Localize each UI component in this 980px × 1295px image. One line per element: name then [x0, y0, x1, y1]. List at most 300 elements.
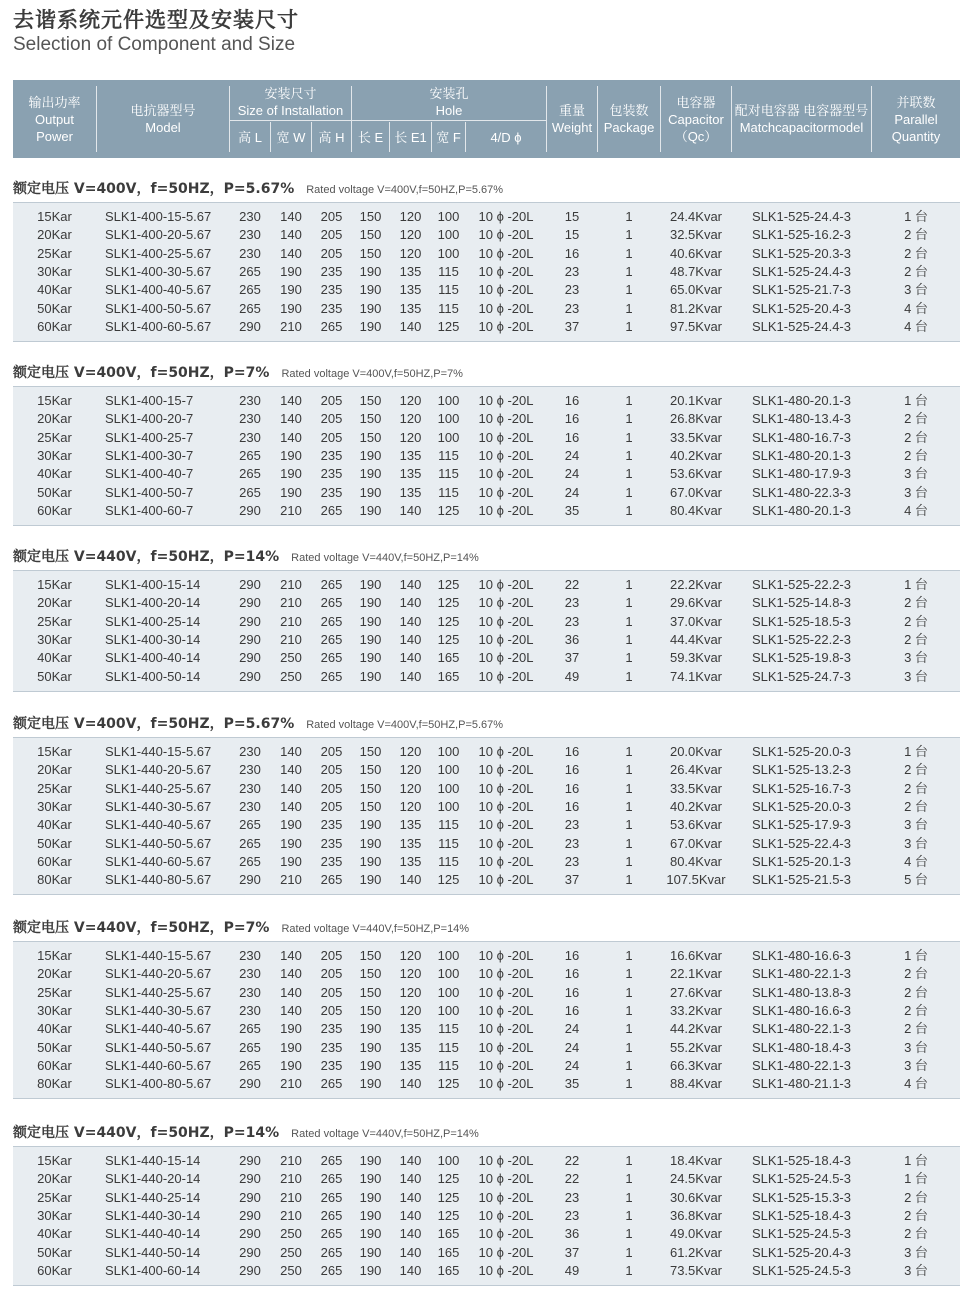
cell-H: 205	[320, 948, 343, 963]
cell-E1: 120	[399, 799, 422, 814]
cell-parallel: 2 台	[904, 411, 928, 426]
cell-power: 15Kar	[37, 1153, 72, 1168]
cell-E1: 140	[399, 632, 422, 647]
cell-weight: 37	[564, 319, 580, 334]
header-E1: 长 E1	[394, 129, 427, 145]
cell-W: 140	[280, 209, 302, 224]
cell-package: 1	[625, 209, 633, 224]
table-row	[13, 1039, 960, 1057]
cell-capacitor: 40.2Kvar	[669, 799, 723, 814]
table-row	[13, 594, 960, 612]
table-row	[13, 318, 960, 336]
cell-D: 10 ϕ -20L	[478, 1021, 534, 1036]
cell-parallel: 1 台	[904, 1171, 928, 1186]
header-parallel-cn: 并联数	[896, 94, 936, 110]
cell-package: 1	[625, 781, 633, 796]
cell-E1: 140	[399, 577, 422, 592]
cell-D: 10 ϕ -20L	[478, 744, 534, 759]
cell-E: 150	[359, 781, 382, 796]
cell-model: SLK1-440-50-14	[105, 1245, 201, 1260]
cell-E1: 140	[399, 503, 422, 518]
table-row	[13, 1057, 960, 1075]
cell-D: 10 ϕ -20L	[478, 430, 534, 445]
cell-model: SLK1-400-30-7	[105, 448, 194, 463]
cell-model: SLK1-400-80-5.67	[105, 1076, 212, 1091]
table-row	[13, 1170, 960, 1188]
cell-model: SLK1-440-15-14	[105, 1153, 201, 1168]
cell-model: SLK1-440-40-14	[105, 1226, 201, 1241]
cell-H: 235	[320, 264, 343, 279]
table-row	[13, 947, 960, 965]
table-row	[13, 576, 960, 594]
cell-E: 190	[359, 1171, 382, 1186]
section-title	[13, 362, 463, 382]
cell-L: 230	[239, 966, 261, 981]
cell-E: 190	[359, 1226, 382, 1241]
cell-L: 290	[239, 1245, 261, 1260]
cell-E1: 135	[399, 448, 422, 463]
cell-match: SLK1-525-24.4-3	[751, 319, 851, 334]
cell-L: 290	[239, 1190, 261, 1205]
cell-F: 115	[438, 282, 459, 297]
header-capacitor-unit: （Qc）	[674, 128, 718, 144]
cell-E1: 120	[399, 762, 422, 777]
cell-W: 190	[280, 854, 302, 869]
cell-capacitor: 26.8Kvar	[669, 411, 723, 426]
cell-capacitor: 53.6Kvar	[669, 466, 723, 481]
cell-F: 125	[437, 1171, 460, 1186]
cell-H: 235	[320, 854, 343, 869]
cell-D: 10 ϕ -20L	[478, 264, 534, 279]
cell-F: 100	[437, 430, 460, 445]
cell-H: 265	[320, 1171, 343, 1186]
cell-weight: 24	[564, 485, 580, 500]
cell-E1: 120	[399, 948, 422, 963]
cell-L: 290	[239, 669, 261, 684]
cell-W: 210	[280, 1208, 302, 1223]
cell-package: 1	[625, 301, 633, 316]
section-title	[13, 546, 479, 566]
cell-package: 1	[625, 595, 633, 610]
cell-weight: 23	[564, 595, 580, 610]
cell-D: 10 ϕ -20L	[478, 577, 534, 592]
cell-H: 205	[320, 1003, 343, 1018]
cell-E1: 120	[399, 393, 422, 408]
cell-F: 125	[437, 1208, 460, 1223]
cell-model: SLK1-400-15-7	[105, 393, 194, 408]
cell-D: 10 ϕ -20L	[478, 966, 534, 981]
section-table-body	[13, 202, 960, 342]
cell-match: SLK1-525-22.2-3	[751, 632, 851, 647]
cell-match: SLK1-525-17.9-3	[751, 817, 851, 832]
cell-D: 10 ϕ -20L	[478, 799, 534, 814]
cell-D: 10 ϕ -20L	[478, 854, 534, 869]
cell-match: SLK1-525-14.8-3	[751, 595, 851, 610]
cell-parallel: 2 台	[904, 781, 928, 796]
cell-power: 40Kar	[37, 817, 72, 832]
cell-weight: 22	[564, 1153, 580, 1168]
cell-F: 125	[437, 872, 460, 887]
cell-W: 140	[280, 393, 302, 408]
cell-package: 1	[625, 799, 633, 814]
cell-F: 115	[438, 1021, 459, 1036]
cell-E: 190	[359, 1153, 382, 1168]
cell-weight: 23	[564, 614, 580, 629]
header-D: 4/D ϕ	[490, 129, 522, 145]
cell-match: SLK1-525-18.5-3	[751, 614, 851, 629]
table-row	[13, 226, 960, 244]
cell-D: 10 ϕ -20L	[478, 246, 534, 261]
section-title-en: Rated voltage V=440V,f=50HZ,P=14%	[291, 1128, 479, 1140]
table-row	[13, 668, 960, 686]
cell-D: 10 ϕ -20L	[478, 282, 534, 297]
cell-weight: 16	[564, 1003, 580, 1018]
cell-L: 265	[239, 1021, 261, 1036]
cell-E1: 120	[399, 227, 422, 242]
cell-E: 190	[359, 836, 382, 851]
cell-package: 1	[625, 577, 633, 592]
cell-W: 140	[280, 227, 302, 242]
section-table-body	[13, 1146, 960, 1286]
table-row	[13, 853, 960, 871]
cell-W: 190	[280, 301, 302, 316]
header-H: 高 H	[318, 129, 345, 145]
cell-weight: 16	[564, 411, 580, 426]
cell-E1: 140	[399, 1245, 422, 1260]
table-row	[13, 613, 960, 631]
cell-E: 190	[359, 614, 382, 629]
cell-F: 115	[438, 817, 459, 832]
cell-F: 165	[437, 669, 460, 684]
cell-model: SLK1-400-50-5.67	[105, 301, 212, 316]
cell-parallel: 3 台	[904, 485, 928, 500]
header-model	[97, 80, 229, 158]
cell-E: 190	[359, 485, 382, 500]
cell-E1: 135	[399, 301, 422, 316]
cell-model: SLK1-440-25-5.67	[105, 781, 212, 796]
cell-weight: 49	[564, 669, 580, 684]
cell-W: 190	[280, 817, 302, 832]
section-title-en: Rated voltage V=400V,f=50HZ,P=7%	[281, 368, 463, 380]
cell-power: 80Kar	[37, 872, 72, 887]
cell-capacitor: 40.2Kvar	[669, 448, 723, 463]
section-title	[13, 1122, 479, 1142]
cell-F: 165	[437, 1226, 460, 1241]
cell-E1: 120	[399, 744, 422, 759]
cell-capacitor: 55.2Kvar	[669, 1040, 723, 1055]
cell-match: SLK1-525-16.7-3	[751, 781, 851, 796]
table-row	[13, 1075, 960, 1093]
cell-E1: 120	[399, 1003, 422, 1018]
cell-E: 150	[359, 209, 382, 224]
cell-package: 1	[625, 1208, 633, 1223]
cell-L: 230	[239, 246, 261, 261]
cell-power: 25Kar	[37, 1190, 72, 1205]
cell-L: 230	[239, 744, 261, 759]
cell-E: 190	[359, 650, 382, 665]
cell-capacitor: 16.6Kvar	[669, 948, 723, 963]
cell-package: 1	[625, 430, 633, 445]
cell-L: 230	[239, 411, 261, 426]
cell-match: SLK1-525-20.3-3	[751, 246, 851, 261]
cell-power: 20Kar	[37, 762, 72, 777]
cell-match: SLK1-525-22.4-3	[751, 836, 851, 851]
cell-D: 10 ϕ -20L	[478, 872, 534, 887]
section-table-body	[13, 570, 960, 692]
header-power	[13, 80, 96, 158]
cell-capacitor: 37.0Kvar	[669, 614, 723, 629]
cell-F: 100	[437, 393, 460, 408]
cell-match: SLK1-480-17.9-3	[751, 466, 851, 481]
cell-W: 190	[280, 448, 302, 463]
cell-L: 230	[239, 430, 261, 445]
header-F: 宽 F	[436, 129, 461, 145]
cell-W: 210	[280, 503, 302, 518]
header-match	[732, 80, 871, 158]
cell-power: 60Kar	[37, 503, 72, 518]
cell-W: 140	[280, 430, 302, 445]
cell-H: 265	[320, 614, 343, 629]
cell-D: 10 ϕ -20L	[478, 503, 534, 518]
cell-model: SLK1-400-40-7	[105, 466, 194, 481]
cell-E: 150	[359, 1003, 382, 1018]
cell-W: 210	[280, 614, 302, 629]
header-package	[598, 80, 660, 158]
cell-power: 15Kar	[37, 948, 72, 963]
header-model-en: Model	[145, 120, 181, 135]
cell-F: 115	[438, 466, 459, 481]
cell-match: SLK1-525-24.5-3	[751, 1263, 851, 1278]
cell-F: 100	[437, 799, 460, 814]
table-row	[13, 410, 960, 428]
cell-W: 140	[280, 246, 302, 261]
cell-F: 100	[437, 781, 460, 796]
cell-capacitor: 73.5Kvar	[669, 1263, 723, 1278]
cell-H: 235	[320, 817, 343, 832]
cell-H: 265	[320, 503, 343, 518]
cell-D: 10 ϕ -20L	[478, 227, 534, 242]
cell-capacitor: 29.6Kvar	[669, 595, 723, 610]
cell-package: 1	[625, 872, 633, 887]
cell-E1: 135	[399, 854, 422, 869]
cell-F: 125	[437, 503, 460, 518]
cell-E: 190	[359, 282, 382, 297]
cell-H: 205	[320, 781, 343, 796]
cell-E1: 135	[399, 485, 422, 500]
cell-D: 10 ϕ -20L	[478, 1171, 534, 1186]
cell-D: 10 ϕ -20L	[478, 393, 534, 408]
cell-package: 1	[625, 246, 633, 261]
cell-parallel: 3 台	[904, 466, 928, 481]
cell-L: 265	[239, 836, 261, 851]
cell-W: 190	[280, 282, 302, 297]
cell-H: 265	[320, 1076, 343, 1091]
cell-capacitor: 80.4Kvar	[669, 503, 723, 518]
header-E: 长 E	[357, 129, 384, 145]
cell-parallel: 3 台	[904, 1040, 928, 1055]
cell-package: 1	[625, 614, 633, 629]
cell-H: 265	[320, 669, 343, 684]
cell-E1: 140	[399, 1190, 422, 1205]
cell-D: 10 ϕ -20L	[478, 466, 534, 481]
cell-W: 250	[280, 1245, 302, 1260]
cell-E1: 135	[399, 817, 422, 832]
cell-F: 115	[438, 448, 459, 463]
cell-E: 190	[359, 577, 382, 592]
cell-parallel: 3 台	[904, 669, 928, 684]
cell-W: 140	[280, 966, 302, 981]
header-divider	[352, 120, 546, 121]
cell-match: SLK1-480-20.1-3	[751, 448, 851, 463]
table-row	[13, 392, 960, 410]
table-row	[13, 631, 960, 649]
cell-H: 265	[320, 1190, 343, 1205]
cell-package: 1	[625, 393, 633, 408]
cell-E1: 140	[399, 1263, 422, 1278]
cell-power: 20Kar	[37, 595, 72, 610]
cell-H: 235	[320, 836, 343, 851]
cell-power: 60Kar	[37, 854, 72, 869]
cell-model: SLK1-400-60-14	[105, 1263, 201, 1278]
header-package-en: Package	[603, 120, 655, 135]
cell-L: 230	[239, 1003, 261, 1018]
section-title-cn: 额定电压 V=440V，f=50HZ，P=14%	[13, 549, 280, 565]
cell-match: SLK1-525-21.5-3	[751, 872, 851, 887]
cell-W: 250	[280, 650, 302, 665]
section-title-en: Rated voltage V=400V,f=50HZ,P=5.67%	[306, 184, 504, 196]
cell-parallel: 3 台	[904, 650, 928, 665]
cell-match: SLK1-480-20.1-3	[751, 503, 851, 518]
cell-W: 190	[280, 264, 302, 279]
cell-L: 290	[239, 577, 261, 592]
cell-match: SLK1-525-18.4-3	[751, 1153, 851, 1168]
cell-model: SLK1-440-40-5.67	[105, 817, 212, 832]
cell-model: SLK1-400-25-7	[105, 430, 194, 445]
cell-model: SLK1-400-50-7	[105, 485, 194, 500]
cell-F: 115	[438, 836, 459, 851]
cell-L: 290	[239, 1263, 261, 1278]
cell-power: 15Kar	[37, 209, 72, 224]
cell-L: 265	[239, 448, 261, 463]
cell-capacitor: 67.0Kvar	[669, 485, 723, 500]
cell-E1: 140	[399, 1153, 422, 1168]
cell-weight: 36	[564, 632, 580, 647]
cell-W: 210	[280, 1153, 302, 1168]
cell-F: 100	[437, 411, 460, 426]
cell-F: 100	[437, 1003, 460, 1018]
cell-L: 290	[239, 595, 261, 610]
cell-parallel: 3 台	[904, 836, 928, 851]
header-L: 高 L	[238, 129, 262, 145]
cell-match: SLK1-480-16.6-3	[751, 948, 851, 963]
cell-model: SLK1-440-20-14	[105, 1171, 201, 1186]
cell-H: 205	[320, 799, 343, 814]
cell-H: 205	[320, 246, 343, 261]
table-row	[13, 300, 960, 318]
cell-E1: 140	[399, 872, 422, 887]
cell-power: 25Kar	[37, 430, 72, 445]
cell-power: 20Kar	[37, 411, 72, 426]
cell-model: SLK1-440-20-5.67	[105, 966, 212, 981]
cell-capacitor: 32.5Kvar	[669, 227, 723, 242]
cell-parallel: 2 台	[904, 762, 928, 777]
section-table-body	[13, 386, 960, 526]
cell-weight: 24	[564, 1040, 580, 1055]
table-row	[13, 1020, 960, 1038]
cell-W: 190	[280, 1040, 302, 1055]
cell-match: SLK1-525-24.5-3	[751, 1226, 851, 1241]
cell-D: 10 ϕ -20L	[478, 209, 534, 224]
cell-E: 190	[359, 1058, 382, 1073]
cell-capacitor: 80.4Kvar	[669, 854, 723, 869]
cell-power: 40Kar	[37, 1226, 72, 1241]
cell-power: 15Kar	[37, 577, 72, 592]
cell-weight: 24	[564, 1058, 580, 1073]
cell-H: 205	[320, 430, 343, 445]
cell-parallel: 3 台	[904, 1263, 928, 1278]
cell-E1: 140	[399, 1208, 422, 1223]
header-weight	[547, 80, 597, 158]
cell-E: 150	[359, 948, 382, 963]
cell-weight: 37	[564, 650, 580, 665]
header-parallel	[872, 80, 960, 158]
cell-W: 210	[280, 872, 302, 887]
cell-E: 150	[359, 411, 382, 426]
cell-model: SLK1-440-50-5.67	[105, 836, 212, 851]
cell-D: 10 ϕ -20L	[478, 485, 534, 500]
cell-model: SLK1-440-25-14	[105, 1190, 201, 1205]
cell-H: 265	[320, 1226, 343, 1241]
cell-parallel: 4 台	[904, 503, 928, 518]
cell-H: 205	[320, 966, 343, 981]
cell-weight: 22	[564, 1171, 580, 1186]
cell-package: 1	[625, 966, 633, 981]
cell-model: SLK1-400-25-5.67	[105, 246, 212, 261]
cell-W: 140	[280, 781, 302, 796]
cell-capacitor: 26.4Kvar	[669, 762, 723, 777]
header-package-cn: 包装数	[609, 103, 649, 118]
cell-E: 150	[359, 799, 382, 814]
cell-E: 190	[359, 872, 382, 887]
cell-capacitor: 66.3Kvar	[669, 1058, 723, 1073]
cell-E1: 135	[399, 1040, 422, 1055]
cell-H: 265	[320, 650, 343, 665]
header-parallel-en1: Parallel	[894, 111, 938, 127]
cell-D: 10 ϕ -20L	[478, 1208, 534, 1223]
cell-E1: 140	[399, 1171, 422, 1186]
cell-L: 230	[239, 762, 261, 777]
cell-capacitor: 67.0Kvar	[669, 836, 723, 851]
cell-E1: 140	[399, 614, 422, 629]
cell-E: 150	[359, 430, 382, 445]
cell-power: 30Kar	[37, 1003, 72, 1018]
cell-E: 190	[359, 854, 382, 869]
table-row	[13, 465, 960, 483]
header-install-en: Size of Installation	[237, 103, 344, 118]
cell-power: 50Kar	[37, 669, 72, 684]
cell-weight: 16	[564, 246, 580, 261]
cell-package: 1	[625, 466, 633, 481]
cell-package: 1	[625, 1263, 633, 1278]
cell-parallel: 2 台	[904, 430, 928, 445]
table-row	[13, 1207, 960, 1225]
cell-weight: 16	[564, 948, 580, 963]
cell-H: 265	[320, 319, 343, 334]
cell-package: 1	[625, 669, 633, 684]
table-row	[13, 1262, 960, 1280]
cell-F: 125	[437, 577, 460, 592]
page-title: 去谐系统元件选型及安装尺寸	[13, 8, 299, 32]
